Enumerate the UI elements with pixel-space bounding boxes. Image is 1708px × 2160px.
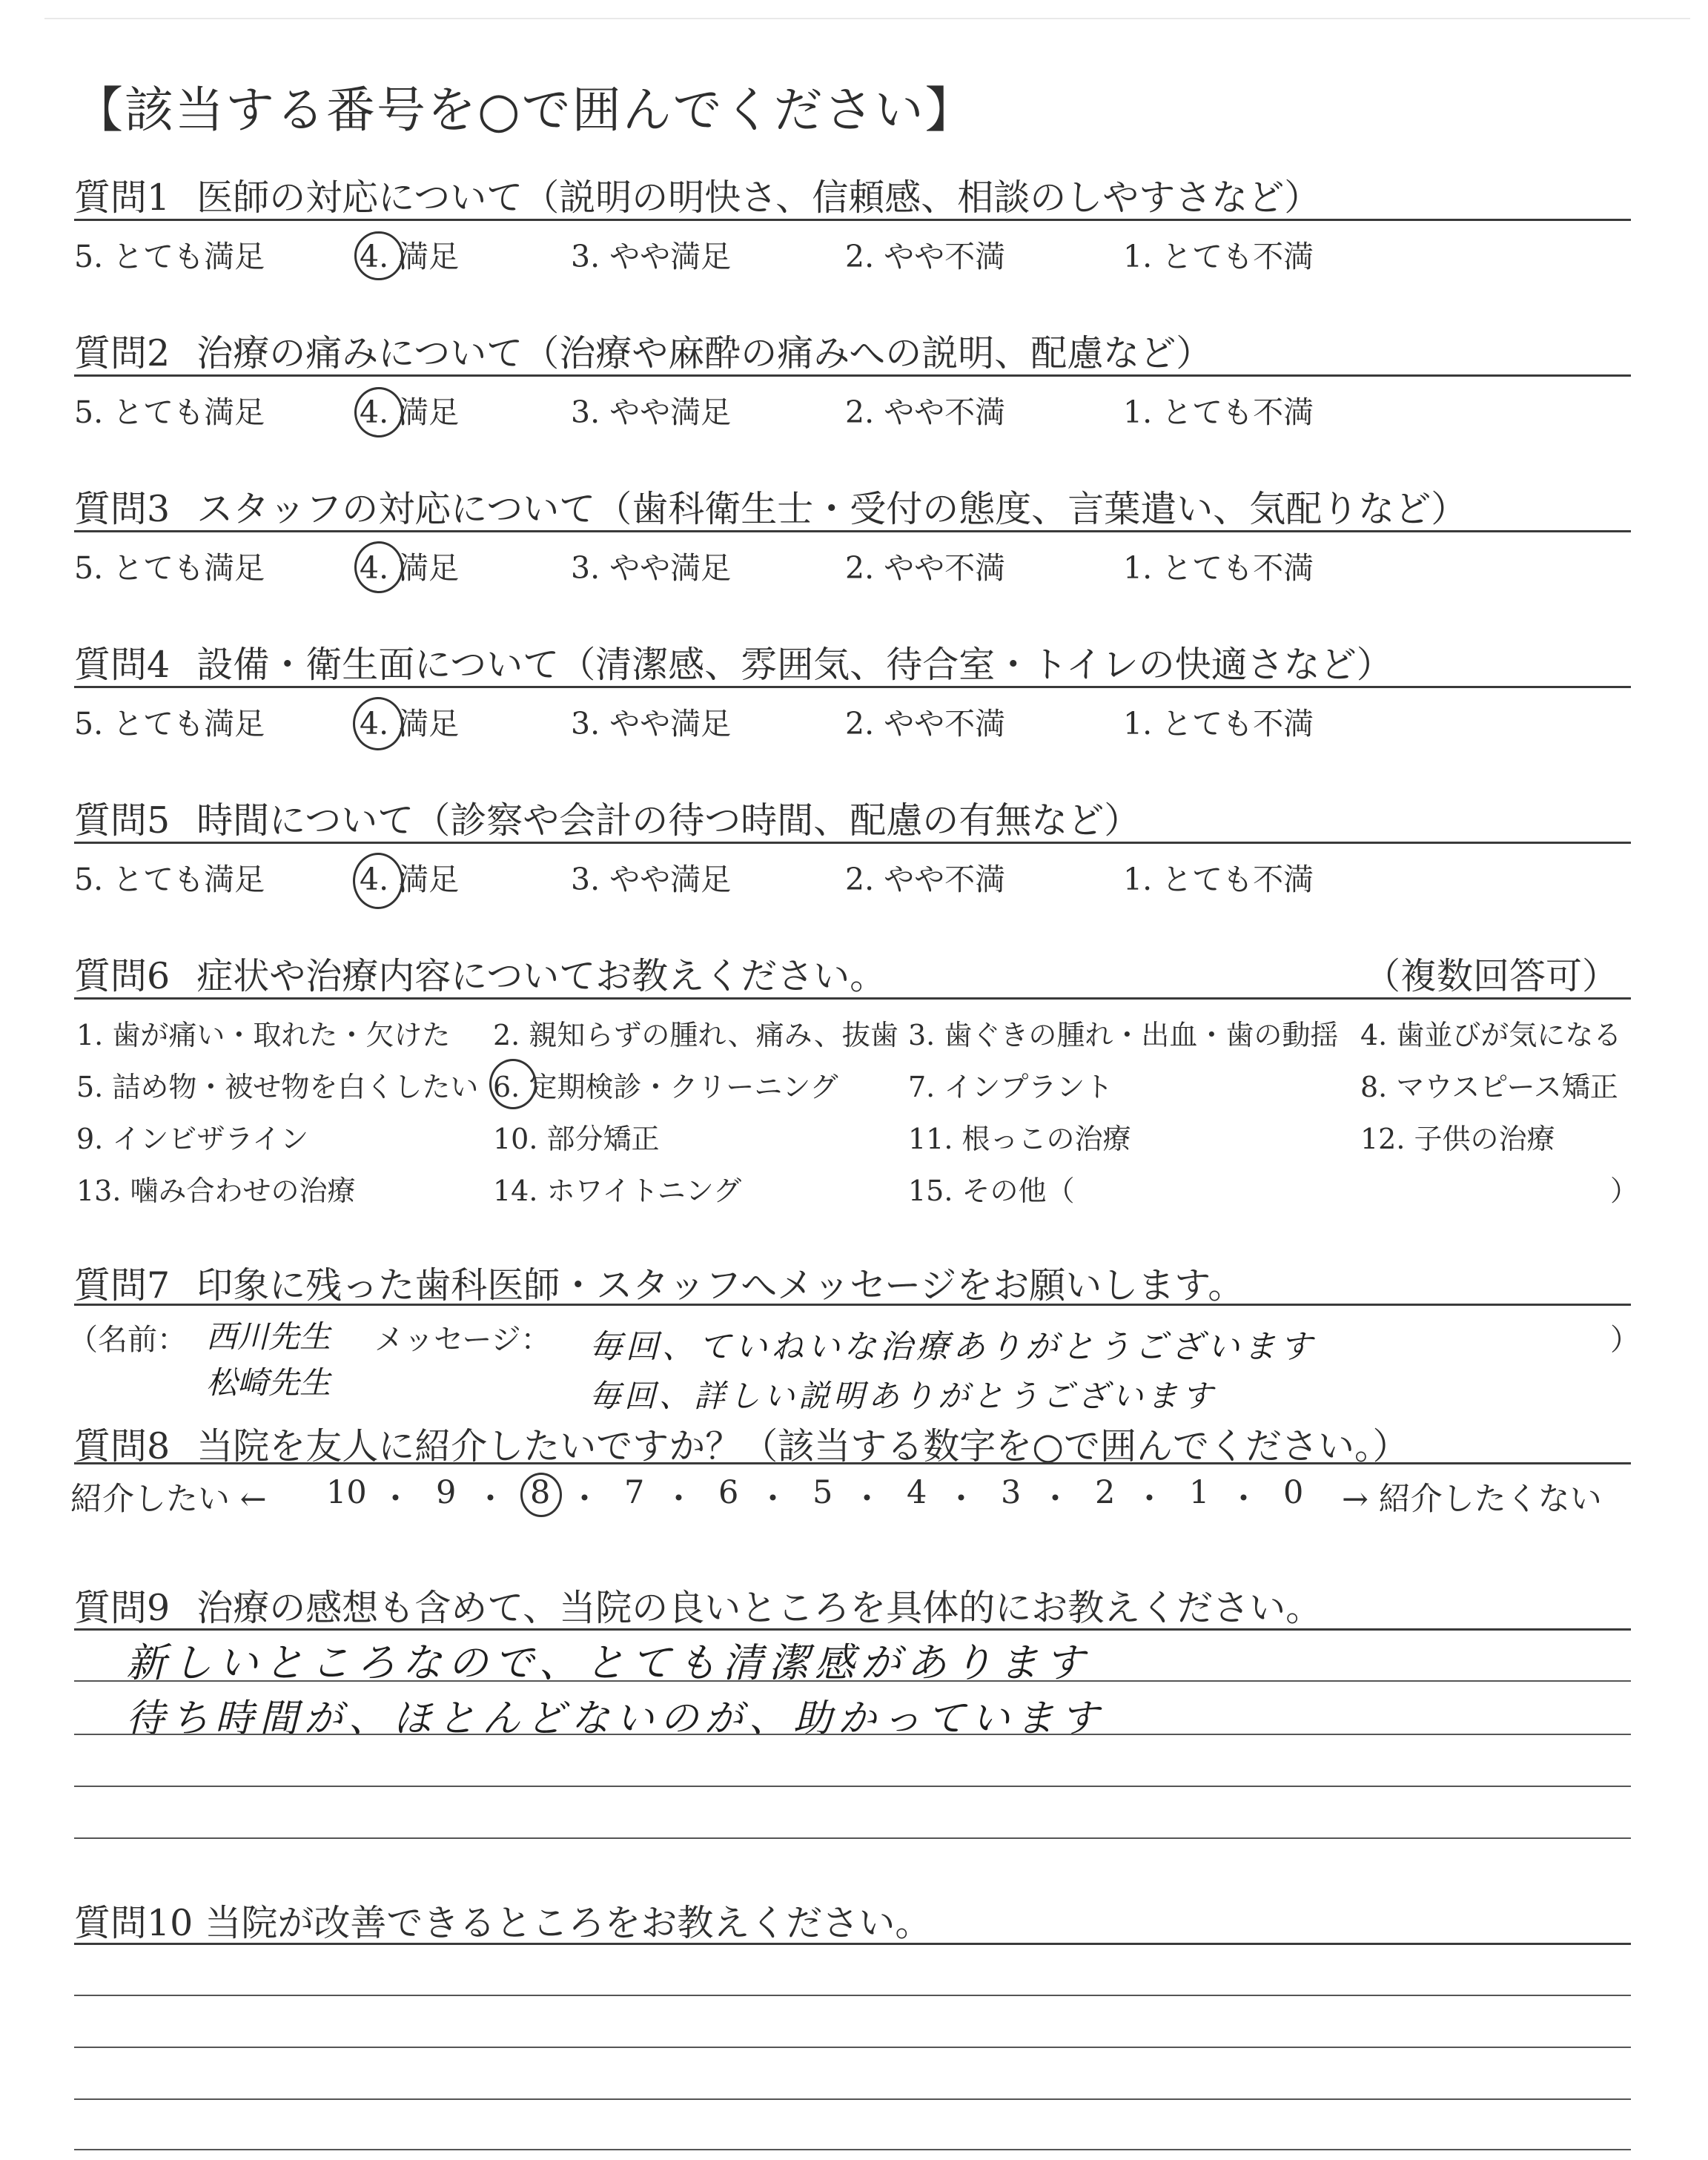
question-9-title: [74, 1579, 1322, 1631]
q8-value-1[interactable]: 1: [1189, 1474, 1210, 1511]
question-5-rule: [74, 842, 1631, 844]
q10-writing-line: [74, 2098, 1631, 2100]
q6-selected-circle: [489, 1059, 537, 1109]
q8-sep: ・: [569, 1481, 600, 1518]
q6-item-12[interactable]: 12. 子供の治療: [1360, 1123, 1555, 1155]
q7-handwritten-message-1: 毎回、ていねいな治療ありがとうございます: [589, 1328, 1316, 1366]
q8-value-5[interactable]: 5: [812, 1474, 833, 1511]
question-6-note: （複数回答可）: [1364, 955, 1619, 997]
question-10-title: [74, 1895, 931, 1946]
q8-value-10[interactable]: 10: [326, 1474, 367, 1511]
q10-writing-line: [74, 2047, 1631, 2048]
q10-writing-line: [74, 2149, 1631, 2150]
q1-option-3[interactable]: 3. やや満足: [571, 239, 732, 274]
q9-rule: [74, 1628, 1631, 1631]
q8-selected-circle: [520, 1473, 562, 1517]
question-1-text: 医師の対応について（説明の明快さ、信頼感、相談のしやすさなど）: [196, 176, 1321, 219]
q7-close-paren: ）: [1610, 1323, 1640, 1357]
question-4-text: 設備・衛生面について（清潔感、雰囲気、待合室・トイレの快適さなど）: [196, 644, 1393, 686]
q9-handwritten-line-2: 待ち時間が、ほとんどないのが、助かっています: [126, 1697, 1105, 1741]
q10-rule: [74, 1943, 1631, 1945]
question-3-rule: [74, 530, 1631, 532]
q4-option-1[interactable]: 1. とても不満: [1123, 706, 1314, 742]
q8-value-0[interactable]: 0: [1283, 1474, 1304, 1511]
question-10-label: 質問10: [74, 1902, 193, 1944]
q8-sep: ・: [851, 1481, 883, 1518]
q6-item-7[interactable]: 7. インプラント: [908, 1071, 1113, 1103]
q5-option-2[interactable]: 2. やや不満: [845, 862, 1006, 897]
q6-item-13[interactable]: 13. 噛み合わせの治療: [76, 1175, 356, 1207]
q8-right-label: → 紹介したくない: [1342, 1481, 1602, 1518]
q8-sep: ・: [945, 1481, 977, 1518]
q6-item-9[interactable]: 9. インビザライン: [76, 1123, 309, 1155]
question-4-rule: [74, 686, 1631, 688]
q6-item-2[interactable]: 2. 親知らずの腫れ、痛み、抜歯: [493, 1019, 898, 1051]
q3-option-1[interactable]: 1. とても不満: [1123, 550, 1314, 586]
question-5-title: [74, 792, 1140, 844]
q6-item-15-close: ）: [1610, 1175, 1639, 1207]
q4-option-3[interactable]: 3. やや満足: [571, 706, 732, 742]
q8-sep: ・: [1039, 1481, 1071, 1518]
q5-option-1[interactable]: 1. とても不満: [1123, 862, 1314, 897]
q4-option-2[interactable]: 2. やや不満: [845, 706, 1006, 742]
page-header: 【該当する番号を○で囲んでください】: [74, 82, 976, 139]
q4-selected-circle: [353, 697, 403, 750]
q6-item-11[interactable]: 11. 根っこの治療: [908, 1123, 1131, 1155]
q8-scale: [70, 1474, 1635, 1519]
q9-writing-line: [74, 1680, 1631, 1682]
q8-value-6[interactable]: 6: [718, 1474, 739, 1511]
question-5-label: 質問5: [74, 799, 171, 842]
q3-option-2[interactable]: 2. やや不満: [845, 550, 1006, 586]
q8-value-3[interactable]: 3: [1001, 1474, 1022, 1511]
q1-option-1[interactable]: 1. とても不満: [1123, 239, 1314, 274]
q6-item-14[interactable]: 14. ホワイトニング: [493, 1175, 742, 1207]
q5-selected-circle: [353, 853, 403, 909]
q7-handwritten-name-1: 西川先生: [206, 1318, 331, 1355]
q8-sep: ・: [380, 1481, 411, 1518]
question-3-text: スタッフの対応について（歯科衛生士・受付の態度、言葉遣い、気配りなど）: [196, 488, 1468, 530]
question-4-label: 質問4: [74, 644, 171, 686]
q6-item-1[interactable]: 1. 歯が痛い・取れた・欠けた: [76, 1019, 451, 1051]
q8-sep: ・: [474, 1481, 506, 1518]
q2-option-5[interactable]: 5. とても満足: [74, 394, 265, 430]
q6-item-5[interactable]: 5. 詰め物・被せ物を白くしたい: [76, 1071, 479, 1103]
question-4-title: [74, 636, 1393, 688]
q2-option-4[interactable]: 4. 満足: [360, 394, 460, 430]
q8-value-4[interactable]: 4: [907, 1474, 927, 1511]
q7-handwritten-message-2: 毎回、詳しい説明ありがとうございます: [589, 1378, 1217, 1414]
question-10-text: 当院が改善できるところをお教えください。: [205, 1902, 932, 1944]
q8-left-label: 紹介したい ←: [70, 1481, 267, 1518]
question-1-rule: [74, 219, 1631, 221]
q9-writing-line: [74, 1837, 1631, 1839]
q6-item-3[interactable]: 3. 歯ぐきの腫れ・出血・歯の動揺: [908, 1019, 1339, 1051]
question-3-label: 質問3: [74, 488, 171, 530]
q8-sep: ・: [663, 1481, 695, 1518]
question-9-label: 質問9: [74, 1587, 171, 1629]
question-2-text: 治療の痛みについて（治療や麻酔の痛みへの説明、配慮など）: [196, 332, 1213, 374]
q4-option-5[interactable]: 5. とても満足: [74, 706, 265, 742]
q1-option-4[interactable]: 4. 満足: [360, 239, 460, 274]
q8-sep: ・: [1133, 1481, 1165, 1518]
q6-item-15[interactable]: 15. その他（: [908, 1175, 1075, 1207]
q9-handwritten-line-1: 新しいところなので、とても清潔感があります: [126, 1639, 1090, 1686]
question-2-rule: [74, 374, 1631, 377]
question-1-title: [74, 169, 1320, 221]
question-6-text: 症状や治療内容についてお教えください。: [196, 955, 887, 997]
q3-option-5[interactable]: 5. とても満足: [74, 550, 265, 586]
question-8-rule: [74, 1462, 1631, 1464]
q7-handwritten-name-2: 松崎先生: [206, 1364, 331, 1401]
q2-option-2[interactable]: 2. やや不満: [845, 394, 1006, 430]
question-2-title: [74, 325, 1212, 377]
question-7-text: 印象に残った歯科医師・スタッフへメッセージをお願いします。: [196, 1264, 1245, 1307]
question-6-label: 質問6: [74, 955, 171, 997]
q2-selected-circle: [354, 387, 403, 437]
q10-writing-line: [74, 1995, 1631, 1996]
q5-option-3[interactable]: 3. やや満足: [571, 862, 732, 897]
q9-writing-line: [74, 1734, 1631, 1735]
question-9-text: 治療の感想も含めて、当院の良いところを具体的にお教えください。: [196, 1587, 1323, 1629]
q8-value-9[interactable]: 9: [436, 1474, 457, 1511]
q4-option-4[interactable]: 4. 満足: [360, 706, 460, 742]
q5-option-4[interactable]: 4. 満足: [360, 862, 460, 897]
question-6-rule: [74, 997, 1631, 1000]
question-7-rule: [74, 1304, 1631, 1306]
q2-option-1[interactable]: 1. とても不満: [1123, 394, 1314, 430]
q3-option-4[interactable]: 4. 満足: [360, 550, 460, 586]
q5-option-5[interactable]: 5. とても満足: [74, 862, 265, 897]
q3-selected-circle: [354, 541, 403, 593]
q7-name-label: （名前：: [68, 1323, 187, 1357]
q8-sep: ・: [757, 1481, 789, 1518]
question-3-title: [74, 480, 1467, 532]
q8-value-7[interactable]: 7: [624, 1474, 645, 1511]
page-top-edge: [44, 18, 1690, 19]
q6-item-10[interactable]: 10. 部分矯正: [493, 1123, 660, 1155]
q6-item-4[interactable]: 4. 歯並びが気になる: [1360, 1019, 1622, 1051]
question-2-label: 質問2: [74, 332, 171, 374]
q1-option-2[interactable]: 2. やや不満: [845, 239, 1006, 274]
q3-option-3[interactable]: 3. やや満足: [571, 550, 732, 586]
question-7-label: 質問7: [74, 1264, 171, 1307]
question-8-label: 質問8: [74, 1425, 171, 1467]
question-5-text: 時間について（診察や会計の待つ時間、配慮の有無など）: [196, 799, 1141, 842]
q1-option-5[interactable]: 5. とても満足: [74, 239, 265, 274]
q1-selected-circle: [354, 231, 403, 280]
q8-sep: ・: [1228, 1481, 1260, 1518]
question-8-text: 当院を友人に紹介したいですか？（該当する数字を○で囲んでください。）: [196, 1425, 1409, 1467]
q8-value-8[interactable]: 8: [530, 1474, 551, 1511]
question-6-title: [74, 948, 886, 1000]
q2-option-3[interactable]: 3. やや満足: [571, 394, 732, 430]
question-7-title: [74, 1257, 1244, 1309]
question-1-label: 質問1: [74, 176, 171, 219]
q8-value-2[interactable]: 2: [1095, 1474, 1116, 1511]
q6-item-8[interactable]: 8. マウスピース矯正: [1360, 1071, 1618, 1103]
q9-writing-line: [74, 1786, 1631, 1787]
q7-message-label: メッセージ：: [374, 1323, 551, 1357]
q6-item-6[interactable]: 6. 定期検診・クリーニング: [493, 1071, 838, 1103]
